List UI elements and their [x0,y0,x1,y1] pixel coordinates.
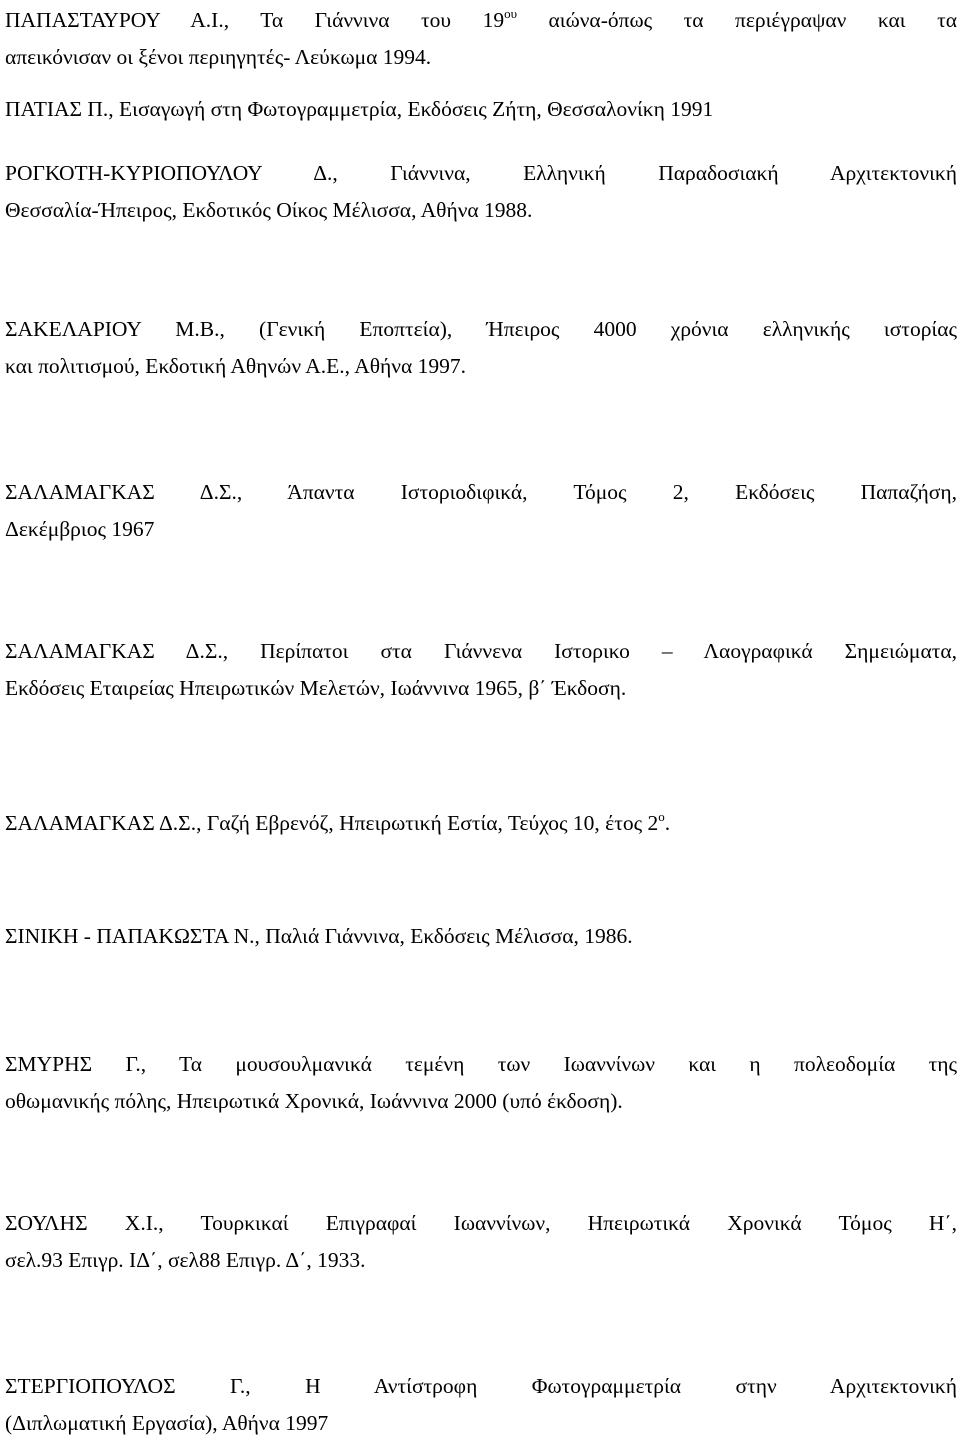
reference-line: Δεκέμβριος 1967 [5,511,957,548]
reference-text: αιώνα-όπως τα περιέγραψαν και τα [517,8,957,32]
reference-line: οθωμανικής πόλης, Ηπειρωτικά Χρονικά, Ιωάννινα 2000 (υπό έκδοση). [5,1083,957,1120]
reference-line: (Διπλωματική Εργασία), Αθήνα 1997 [5,1405,957,1441]
reference-line: και πολιτισμού, Εκδοτική Αθηνών Α.Ε., Αθήνα 1997. [5,348,957,385]
reference-entry [5,474,957,547]
reference-line: ΣΑΛΑΜΑΓΚΑΣ Δ.Σ., Άπαντα Ιστοριοδιφικά, Τόμος 2, Εκδόσεις Παπαζήση, [5,474,957,511]
reference-line: Θεσσαλία-Ήπειρος, Εκδοτικός Οίκος Μέλισσα, Αθήνα 1988. [5,192,957,229]
reference-text: . [665,811,670,835]
superscript-text: ου [504,6,517,21]
reference-line: Εκδόσεις Εταιρείας Ηπειρωτικών Μελετών, Ιωάννινα 1965, β΄ Έκδοση. [5,670,957,707]
reference-line: ΡΟΓΚΟΤΗ-ΚΥΡΙΟΠΟΥΛΟΥ Δ., Γιάννινα, Ελληνική Παραδοσιακή Αρχιτεκτονική [5,155,957,192]
reference-line [5,2,957,39]
reference-entry [5,1205,957,1278]
reference-line [5,805,957,842]
reference-text: ΠΑΠΑΣΤΑΥΡΟΥ Α.Ι., Τα Γιάννινα του 19 [5,8,504,32]
reference-line: σελ.93 Επιγρ. ΙΔ΄, σελ88 Επιγρ. Δ΄, 1933. [5,1242,957,1279]
reference-line: ΠΑΤΙΑΣ Π., Εισαγωγή στη Φωτογραμμετρία, Εκδόσεις Ζήτη, Θεσσαλονίκη 1991 [5,91,957,128]
reference-line: ΣΜΥΡΗΣ Γ., Τα μουσουλμανικά τεμένη των Ιωαννίνων και η πολεοδομία της [5,1046,957,1083]
reference-entry [5,805,957,842]
reference-line: ΣΟΥΛΗΣ Χ.Ι., Τουρκικαί Επιγραφαί Ιωαννίνων, Ηπειρωτικά Χρονικά Τόμος Η΄, [5,1205,957,1242]
reference-line: ΣΑΚΕΛΑΡΙΟΥ Μ.Β., (Γενική Εποπτεία), Ήπειρος 4000 χρόνια ελληνικής ιστορίας [5,311,957,348]
reference-entry [5,155,957,228]
reference-text: ΣΑΛΑΜΑΓΚΑΣ Δ.Σ., Γαζή Εβρενόζ, Ηπειρωτική Εστία, Τεύχος 10, έτος 2 [5,811,658,835]
reference-entry [5,918,957,955]
reference-entry [5,2,957,75]
reference-entry [5,91,957,128]
superscript-text: ο [658,809,665,824]
reference-line: ΣΙΝΙΚΗ - ΠΑΠΑΚΩΣΤΑ Ν., Παλιά Γιάννινα, Εκδόσεις Μέλισσα, 1986. [5,918,957,955]
reference-line: ΣΤΕΡΓΙΟΠΟΥΛΟΣ Γ., Η Αντίστροφη Φωτογραμμετρία στην Αρχιτεκτονική [5,1368,957,1405]
reference-entry [5,1046,957,1119]
reference-entry [5,311,957,384]
reference-line: απεικόνισαν οι ξένοι περιηγητές- Λεύκωμα 1994. [5,39,957,76]
reference-entry [5,633,957,706]
reference-line: ΣΑΛΑΜΑΓΚΑΣ Δ.Σ., Περίπατοι στα Γιάννενα Ιστορικο – Λαογραφικά Σημειώματα, [5,633,957,670]
reference-entry [5,1368,957,1441]
